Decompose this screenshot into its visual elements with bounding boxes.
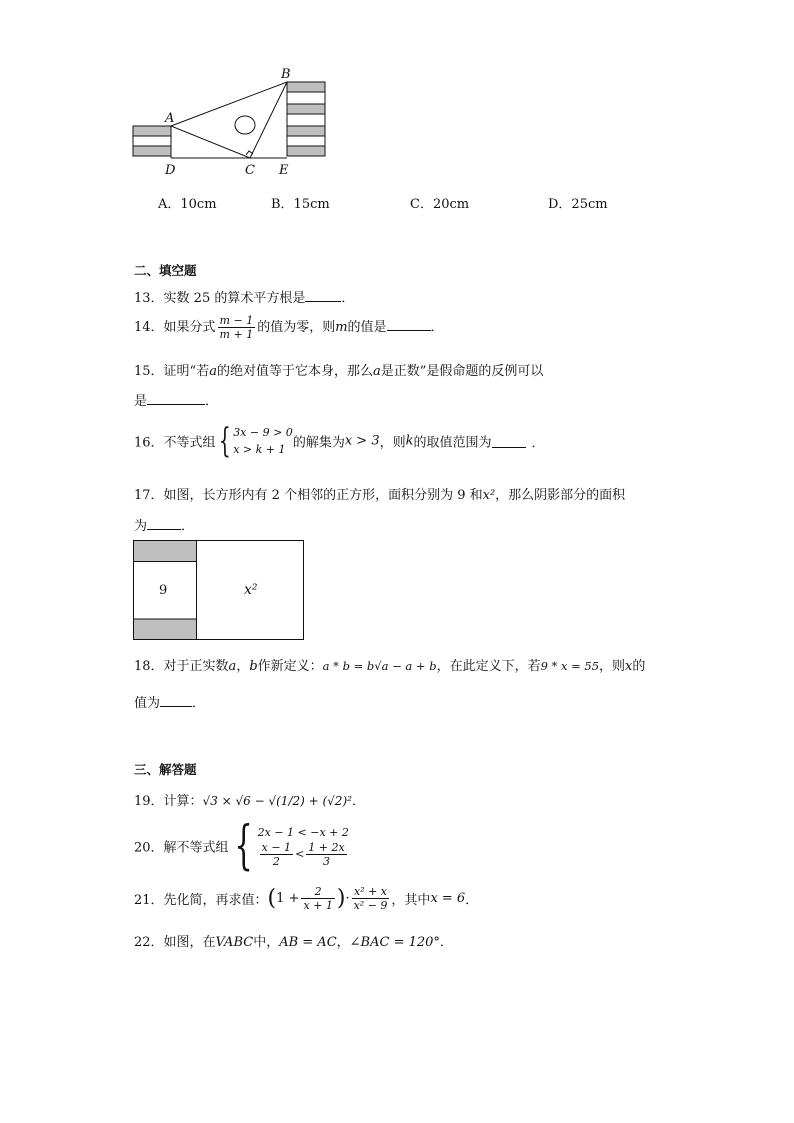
q14-mid2: 的值是 bbox=[347, 320, 387, 335]
q13-text: 13．实数 25 的算术平方根是 bbox=[134, 291, 306, 306]
q14-blank bbox=[387, 318, 431, 331]
question-14: 14．如果分式 $\frac{m - 1}{m + 1}$ 的值为零，则m的值是 ． bbox=[134, 314, 444, 341]
question-21: 21．先化简，再求值：(1 + $\frac{2}{x + 1}$ )· $\frac{\text{x² + x}}{\text{x² − 9}}$ ，其中x = 6． bbox=[134, 885, 479, 912]
right-step-1 bbox=[287, 82, 325, 92]
q18-blank bbox=[160, 694, 192, 707]
big-square-label: x² bbox=[244, 582, 258, 598]
right-step-5 bbox=[287, 126, 325, 136]
rectangle-squares-figure bbox=[132, 539, 306, 641]
label-e: E bbox=[279, 163, 289, 178]
shaded-top bbox=[134, 541, 197, 562]
q12-option-c: C．20cm bbox=[410, 197, 470, 212]
q14-text: 14．如果分式 bbox=[134, 320, 216, 335]
question-17-line2: 为 ． bbox=[134, 519, 195, 534]
q14-fraction: $\frac{m - 1}{m + 1}$ bbox=[219, 314, 254, 341]
right-step-2 bbox=[287, 92, 325, 104]
triangle-steps-figure bbox=[125, 60, 335, 185]
question-22: 22．如图，在VABC中，AB = AC，∠BAC = 120°． bbox=[134, 935, 453, 950]
right-step-4 bbox=[287, 114, 325, 126]
question-15-line2: 是 ． bbox=[134, 394, 219, 409]
q12-option-d: D．25cm bbox=[548, 197, 608, 212]
label-c: C bbox=[245, 163, 255, 178]
q13-blank bbox=[305, 289, 341, 302]
q16-blank bbox=[492, 435, 526, 448]
q16-brace: { bbox=[218, 421, 231, 461]
right-step-7 bbox=[287, 146, 325, 156]
q17-blank bbox=[147, 517, 181, 530]
question-18-line1: 18．对于正实数a，b作新定义：a * b = b√a − a + b，在此定义下，若9 * x = 55，则x的 bbox=[134, 659, 646, 674]
question-19: 19．计算：√3 × √6 − √(1/2) + (√2)²． bbox=[134, 794, 365, 809]
label-a: A bbox=[165, 111, 175, 126]
question-17-line1: 17．如图，长方形内有 2 个相邻的正方形，面积分别为 9 和x²，那么阴影部分的面积 bbox=[134, 488, 626, 503]
question-18-line2: 值为 ． bbox=[134, 696, 206, 711]
right-step-3 bbox=[287, 104, 325, 114]
section-heading-fill-blank: 二、填空题 bbox=[134, 263, 197, 278]
question-15-line1: 15．证明“若a的绝对值等于它本身，那么a是正数”是假命题的反例可以 bbox=[134, 364, 544, 379]
question-13 bbox=[134, 287, 354, 306]
q13-suffix: ． bbox=[341, 291, 355, 306]
q12-option-b: B．15cm bbox=[271, 197, 330, 212]
shaded-bottom bbox=[134, 619, 197, 640]
q15-blank bbox=[147, 392, 205, 405]
small-square-label: 9 bbox=[159, 583, 168, 598]
label-d: D bbox=[165, 163, 176, 178]
q14-mid: 的值为零，则 bbox=[257, 320, 336, 335]
circle-hole bbox=[235, 116, 255, 134]
q12-option-a: A．10cm bbox=[158, 197, 217, 212]
q16-system: 3x − 9 > 0 x > k + 1 bbox=[233, 426, 293, 456]
left-step-1 bbox=[133, 126, 171, 136]
triangle-abc bbox=[171, 82, 287, 158]
left-step-3 bbox=[133, 146, 171, 156]
question-16: 16．不等式组{ 3x − 9 > 0 x > k + 1 的解集为x > 3，则k的取值范围为 ． bbox=[134, 421, 545, 461]
left-step-2 bbox=[133, 136, 171, 146]
q14-var: m bbox=[335, 320, 348, 335]
section-heading-solve: 三、解答题 bbox=[134, 762, 197, 777]
question-20: 20．解不等式组 { 2x − 1 < −x + 2 $\frac{x - 1}{2}$ < $\frac{1 + 2x}{3}$ bbox=[134, 816, 349, 876]
right-step-6 bbox=[287, 136, 325, 146]
label-b: B bbox=[281, 67, 291, 82]
